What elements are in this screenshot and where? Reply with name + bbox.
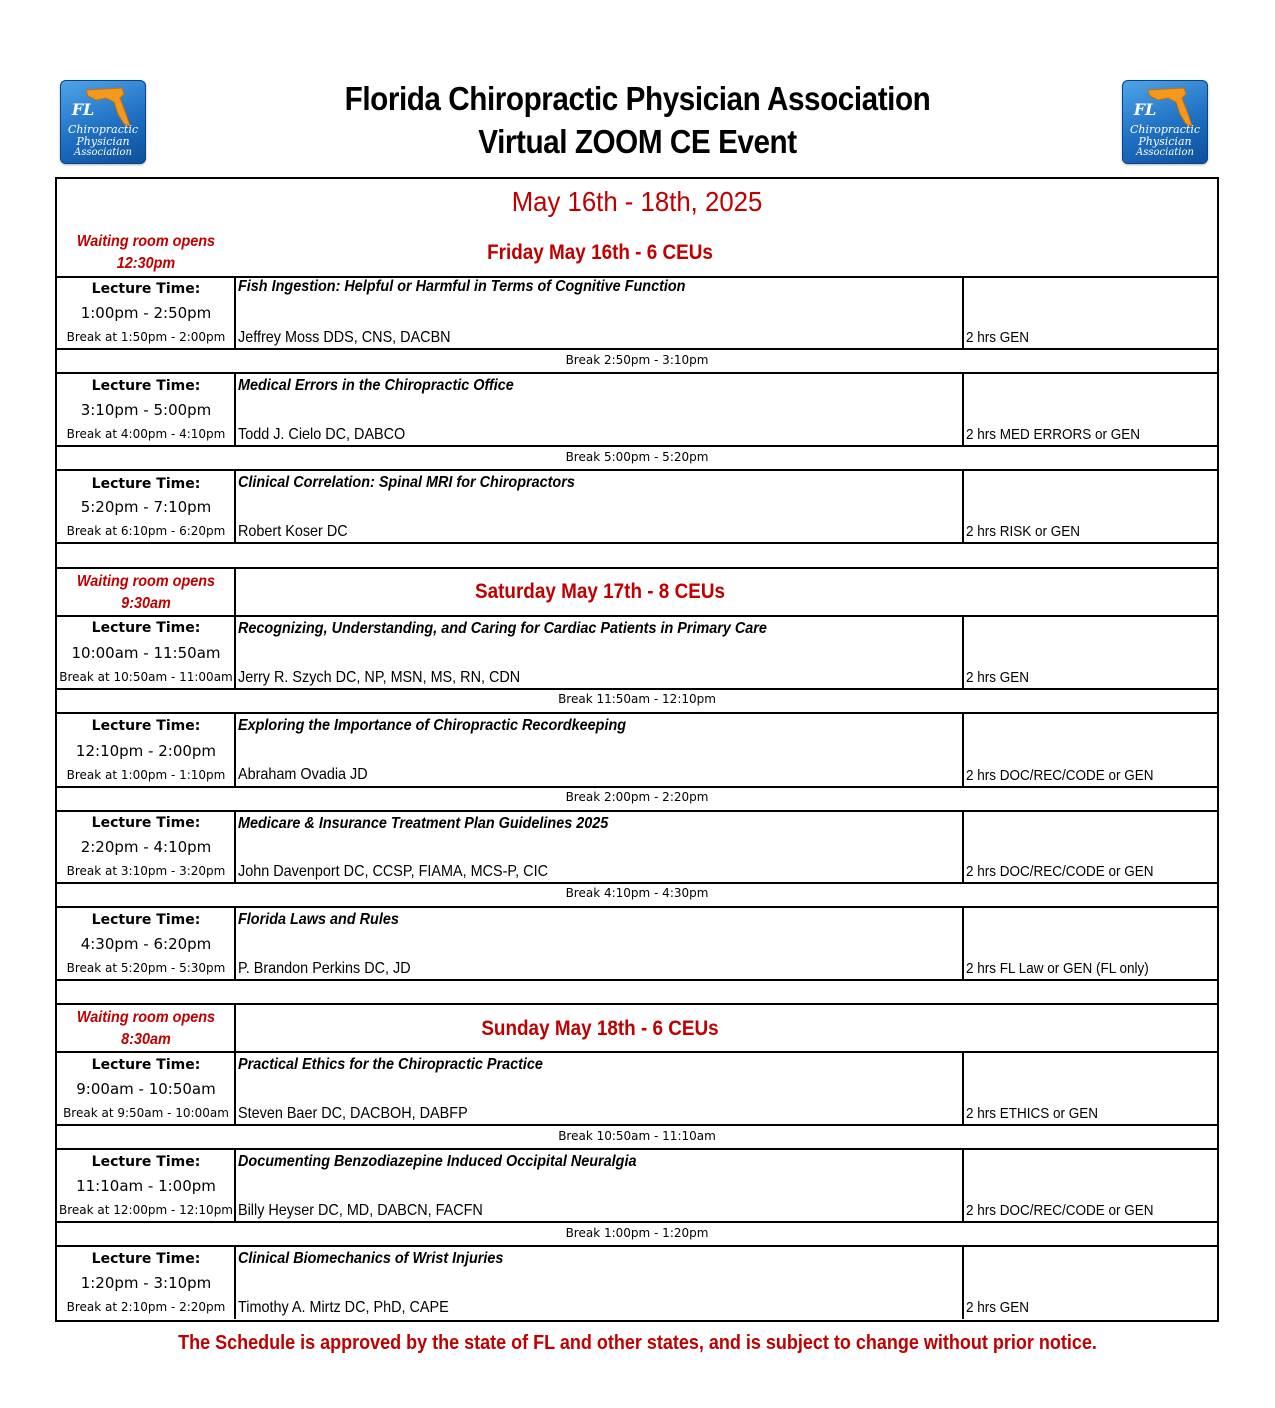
column-divider [234, 906, 236, 980]
divider [55, 469, 1219, 471]
column-divider [234, 810, 236, 883]
divider [55, 445, 1219, 447]
page-title: Florida Chiropractic Physician Association [344, 80, 931, 117]
column-divider [962, 615, 964, 689]
lecture-time: 11:10am - 1:00pm [76, 1177, 216, 1195]
lecture-topic: Fish Ingestion: Helpful or Harmful in Terms of Cognitive Function [238, 278, 686, 295]
lecture-time-label: Lecture Time: [91, 815, 201, 831]
column-divider [962, 810, 964, 883]
lecture-time-label: Lecture Time: [91, 1251, 201, 1267]
column-divider [962, 469, 964, 543]
divider [55, 1148, 1219, 1150]
column-divider [962, 1051, 964, 1125]
lecture-time-label: Lecture Time: [91, 281, 201, 297]
lecture-time: 12:10pm - 2:00pm [75, 742, 217, 760]
lecture-topic: Florida Laws and Rules [238, 911, 399, 928]
divider [55, 615, 1219, 617]
lecture-credit: 2 hrs DOC/REC/CODE or GEN [966, 1202, 1154, 1219]
lecture-time: 1:20pm - 3:10pm [80, 1274, 212, 1292]
break-row: Break 10:50am - 11:10am [558, 1129, 716, 1143]
divider [55, 1051, 1219, 1053]
lecture-speaker: P. Brandon Perkins DC, JD [238, 960, 411, 977]
schedule-notice: The Schedule is approved by the state of FL and other states, and is subject to change without prior notice. [178, 1332, 1097, 1354]
lecture-speaker: Billy Heyser DC, MD, DABCN, FACFN [238, 1202, 483, 1219]
lecture-time: 4:30pm - 6:20pm [80, 935, 212, 953]
column-divider [234, 1148, 236, 1222]
lecture-time: 3:10pm - 5:00pm [80, 401, 212, 419]
lecture-time-label: Lecture Time: [91, 912, 201, 928]
lecture-speaker: Steven Baer DC, DACBOH, DABFP [238, 1105, 468, 1122]
column-divider [962, 906, 964, 980]
page-subtitle: Virtual ZOOM CE Event [478, 123, 797, 160]
divider [55, 348, 1219, 350]
divider [55, 1221, 1219, 1223]
column-divider [234, 567, 236, 616]
divider [55, 906, 1219, 908]
divider [55, 979, 1219, 981]
divider [55, 882, 1219, 884]
lecture-time-label: Lecture Time: [91, 1154, 201, 1170]
waiting-time: 8:30am [121, 1031, 171, 1048]
lecture-speaker: Todd J. Cielo DC, DABCO [238, 426, 406, 443]
lecture-time-label: Lecture Time: [91, 620, 201, 636]
lecture-break-note: Break at 6:10pm - 6:20pm [66, 524, 226, 538]
lecture-break-note: Break at 5:20pm - 5:30pm [66, 961, 226, 975]
lecture-topic: Clinical Biomechanics of Wrist Injuries [238, 1250, 504, 1267]
column-divider [234, 1003, 236, 1052]
lecture-topic: Clinical Correlation: Spinal MRI for Chiropractors [238, 474, 575, 491]
lecture-time: 2:20pm - 4:10pm [80, 838, 212, 856]
waiting-label: Waiting room opens [76, 573, 216, 590]
break-row: Break 2:00pm - 2:20pm [565, 790, 709, 804]
waiting-label: Waiting room opens [76, 233, 216, 250]
lecture-break-note: Break at 4:00pm - 4:10pm [66, 427, 226, 441]
lecture-time-label: Lecture Time: [91, 718, 201, 734]
friday-waiting-room [66, 231, 226, 275]
day-heading-sunday: Sunday May 18th - 6 CEUs [481, 1017, 719, 1040]
column-divider [962, 712, 964, 787]
lecture-speaker: Jeffrey Moss DDS, CNS, DACBN [238, 329, 451, 346]
saturday-waiting-room [66, 571, 226, 615]
column-divider [234, 1051, 236, 1125]
logo-line-3: Association [74, 147, 132, 158]
lecture-topic: Exploring the Importance of Chiropractic Recordkeeping [238, 717, 627, 734]
break-row: Break 1:00pm - 1:20pm [565, 1226, 709, 1240]
lecture-break-note: Break at 1:50pm - 2:00pm [66, 330, 226, 344]
lecture-credit: 2 hrs MED ERRORS or GEN [966, 426, 1141, 443]
column-divider [234, 1245, 236, 1319]
lecture-credit: 2 hrs ETHICS or GEN [966, 1105, 1099, 1122]
lecture-speaker: Timothy A. Mirtz DC, PhD, CAPE [238, 1299, 449, 1316]
lecture-credit: 2 hrs FL Law or GEN (FL only) [966, 960, 1149, 977]
lecture-break-note: Break at 3:10pm - 3:20pm [66, 864, 226, 878]
lecture-topic: Medicare & Insurance Treatment Plan Guidelines 2025 [238, 815, 609, 832]
logo-abbr: FL [71, 100, 95, 119]
column-divider [234, 372, 236, 446]
waiting-label: Waiting room opens [76, 1009, 216, 1026]
lecture-time-label: Lecture Time: [91, 1057, 201, 1073]
break-row: Break 2:50pm - 3:10pm [565, 353, 709, 367]
lecture-time: 9:00am - 10:50am [76, 1080, 216, 1098]
lecture-credit: 2 hrs GEN [966, 1299, 1030, 1316]
lecture-time: 10:00am - 11:50am [71, 644, 221, 662]
lecture-time: 1:00pm - 2:50pm [80, 304, 212, 322]
lecture-break-note: Break at 12:00pm - 12:10pm [58, 1203, 233, 1217]
column-divider [962, 372, 964, 446]
lecture-topic: Medical Errors in the Chiropractic Office [238, 377, 514, 394]
lecture-break-note: Break at 1:00pm - 1:10pm [66, 768, 226, 782]
lecture-topic: Recognizing, Understanding, and Caring for Cardiac Patients in Primary Care [238, 620, 767, 637]
waiting-time: 12:30pm [116, 255, 176, 272]
divider [55, 810, 1219, 812]
event-dates: May 16th - 18th, 2025 [511, 186, 763, 217]
break-row: Break 4:10pm - 4:30pm [565, 886, 709, 900]
divider [55, 1245, 1219, 1247]
lecture-topic: Practical Ethics for the Chiropractic Practice [238, 1056, 543, 1073]
divider [55, 542, 1219, 544]
break-row: Break 11:50am - 12:10pm [558, 692, 716, 706]
lecture-break-note: Break at 9:50am - 10:00am [63, 1106, 229, 1120]
lecture-credit: 2 hrs GEN [966, 329, 1030, 346]
lecture-credit: 2 hrs DOC/REC/CODE or GEN [966, 767, 1154, 784]
break-row: Break 5:00pm - 5:20pm [565, 450, 709, 464]
lecture-speaker: Robert Koser DC [238, 523, 348, 540]
day-heading-saturday: Saturday May 17th - 8 CEUs [474, 580, 725, 603]
column-divider [234, 276, 236, 349]
lecture-credit: 2 hrs GEN [966, 669, 1030, 686]
lecture-credit: 2 hrs RISK or GEN [966, 523, 1081, 540]
divider [55, 1124, 1219, 1126]
lecture-topic: Documenting Benzodiazepine Induced Occipital Neuralgia [238, 1153, 637, 1170]
lecture-time-label: Lecture Time: [91, 476, 201, 492]
logo-line-2: Physician [76, 135, 130, 148]
day-heading-friday: Friday May 16th - 6 CEUs [487, 241, 713, 264]
sunday-waiting-room [66, 1007, 226, 1051]
divider [55, 372, 1219, 374]
logo-line-3: Association [1136, 147, 1194, 158]
column-divider [962, 276, 964, 349]
divider [55, 712, 1219, 714]
divider [55, 1003, 1219, 1005]
lecture-time: 5:20pm - 7:10pm [80, 498, 212, 516]
column-divider [962, 1245, 964, 1319]
column-divider [234, 469, 236, 543]
logo-line-1: Chiropractic [67, 123, 139, 136]
waiting-time: 9:30am [121, 595, 171, 612]
lecture-break-note: Break at 10:50am - 11:00am [59, 670, 233, 684]
lecture-speaker: John Davenport DC, CCSP, FIAMA, MCS-P, CIC [238, 863, 548, 880]
divider [55, 786, 1219, 788]
logo-line-1: Chiropractic [1129, 123, 1201, 136]
column-divider [234, 615, 236, 689]
lecture-speaker: Jerry R. Szych DC, NP, MSN, MS, RN, CDN [238, 669, 521, 686]
lecture-speaker: Abraham Ovadia JD [238, 766, 368, 783]
divider [55, 567, 1219, 569]
lecture-credit: 2 hrs DOC/REC/CODE or GEN [966, 863, 1154, 880]
logo-line-2: Physician [1138, 135, 1192, 148]
lecture-time-label: Lecture Time: [91, 378, 201, 394]
column-divider [962, 1148, 964, 1222]
column-divider [234, 712, 236, 787]
logo-abbr: FL [1133, 100, 1157, 119]
divider [55, 688, 1219, 690]
lecture-break-note: Break at 2:10pm - 2:20pm [66, 1300, 226, 1314]
